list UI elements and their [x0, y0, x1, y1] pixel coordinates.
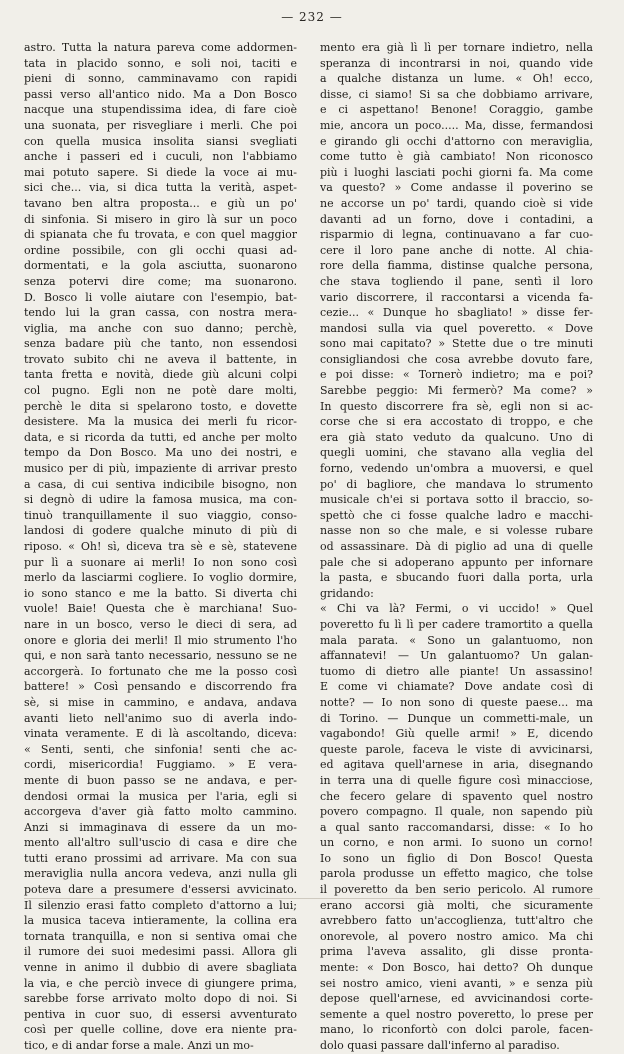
- text-line: a qual santo raccomandarsi, disse: « Io ho: [320, 820, 593, 834]
- text-line: si degnò di udire la famosa musica, ma con-: [24, 493, 297, 507]
- text-line: un corno, e non armi. Io suono un corno!: [320, 836, 593, 850]
- text-line: pieni di sonno, camminavamo con rapidi: [24, 72, 297, 86]
- text-line: mento era già lì lì per tornare indietro, nella: [320, 41, 593, 54]
- text-line: di spianata che fu trovata, e con quel maggior: [24, 228, 297, 242]
- text-line: astro. Tutta la natura pareva come addormen-: [24, 41, 297, 54]
- text-line: pur lì a suonare ai merli! Io non sono così: [24, 555, 297, 569]
- text-line: io sono stanco e me la batto. Si diverta chi: [24, 586, 297, 600]
- text-line: tornata tranquilla, e non si sentiva omai che: [24, 929, 297, 943]
- text-line: musicale ch'ei si portava sotto il braccio, so-: [320, 493, 593, 507]
- text-line: consigliandosi che cosa avrebbe dovuto fare,: [320, 352, 593, 366]
- text-line: mai potuto sapere. Si diede la voce ai mu-: [24, 165, 297, 179]
- text-line: sè, si mise in cammino, e andava, andava: [24, 695, 297, 709]
- text-line: ordine possibile, con gli occhi quasi ad-: [24, 243, 297, 257]
- text-line: prima l'aveva assalito, gli disse pronta-: [320, 945, 593, 959]
- text-line: ed agitava quell'arnese in aria, disegnando: [320, 758, 593, 772]
- text-line: cezie... « Dunque ho sbagliato! » disse fer-: [320, 306, 593, 320]
- left-column: [24, 40, 297, 1054]
- text-line: spettò che ci fosse qualche ladro e macchi-: [320, 508, 593, 522]
- text-line: forno, vedendo un'ombra a muoversi, e quel: [320, 462, 593, 476]
- text-line: più i luoghi lasciati pochi giorni fa. Ma come: [320, 165, 593, 179]
- text-line: anche i passeri ed i cuculi, non l'abbiamo: [24, 150, 297, 164]
- text-line: depose quell'arnese, ed avvicinandosi corte-: [320, 992, 593, 1006]
- text-line: e poi disse: « Tornerò indietro; ma e poi?: [320, 368, 593, 382]
- text-line: notte? — Io non sono di queste paese... ma: [320, 695, 593, 709]
- text-line: od assassinare. Dà di piglio ad una di quelle: [320, 540, 593, 553]
- text-line: perchè le dita si spelarono tosto, e dovette: [24, 399, 297, 413]
- text-line: riposo. « Oh! sì, diceva tra sè e sè, statevene: [24, 540, 297, 553]
- text-line: tanta fretta e novità, diede giù alcuni colpi: [24, 368, 297, 382]
- text-line: onorevole, al povero nostro amico. Ma chi: [320, 929, 593, 943]
- text-line: dormentati, e la gola asciutta, suonarono: [24, 259, 297, 273]
- text-line: rore della fiamma, distinse qualche persona,: [320, 259, 593, 273]
- text-line: pale che si adoperano appunto per infornare: [320, 555, 593, 569]
- text-line: tico, e di andar forse a male. Anzi un mo-: [24, 1039, 254, 1052]
- text-line: come tutto è già cambiato! Non riconosco: [320, 150, 593, 164]
- text-line: era già stato veduto da qualcuno. Uno di: [320, 430, 593, 444]
- text-line: musico per di più, impaziente di arrivar presto: [24, 462, 297, 476]
- text-line: venne in animo il dubbio di avere sbagliata: [24, 961, 297, 975]
- text-line: semente a quel nostro poveretto, lo prese per: [320, 1007, 593, 1021]
- text-line: merlo da lasciarmi cogliere. Io voglio dormire,: [24, 571, 297, 585]
- text-line: In questo discorrere fra sè, egli non si ac-: [320, 399, 593, 413]
- text-line: vuole! Baie! Questa che è marchiana! Suo-: [24, 602, 297, 616]
- text-line: sei nostro amico, vieni avanti, » e senza più: [320, 976, 593, 990]
- text-line: con quella musica insolita siansi svegliati: [24, 134, 297, 148]
- text-line: landosi di godere qualche minuto di più di: [24, 524, 297, 538]
- text-line: avrebbero fatto un'accoglienza, tutt'altro che: [320, 914, 593, 928]
- text-line: gridando:: [320, 586, 374, 600]
- text-line: tutti erano prossimi ad arrivare. Ma con sua: [24, 851, 297, 865]
- text-line: vario discorrere, il raccontarsi a vicenda fa-: [320, 290, 593, 304]
- text-line: tempo da Don Bosco. Ma uno dei nostri, e: [24, 446, 297, 460]
- text-line: viglia, ma anche con suo danno; perchè,: [24, 321, 297, 335]
- text-line: la musica taceva intieramente, la collina era: [24, 914, 297, 928]
- text-line: la pasta, e sbucando fuori dalla porta, urla: [320, 571, 593, 585]
- text-line: mandosi sulla via quel poveretto. « Dove: [320, 321, 593, 335]
- text-line: avanti lieto nell'animo suo di averla indo-: [24, 711, 297, 725]
- text-line: a qualche distanza un lume. « Oh! ecco,: [320, 72, 593, 86]
- text-line: cordi, misericordia! Fuggiamo. » E vera-: [24, 758, 297, 772]
- text-line: in terra una di quelle figure così minacciose,: [320, 773, 593, 787]
- text-line: Il silenzio erasi fatto completo d'attorno a lui;: [24, 898, 297, 912]
- text-line: e ci aspettano! Benone! Coraggio, gambe: [320, 103, 593, 117]
- text-line: accorgerà. Io fortunato che me la posso così: [24, 664, 297, 678]
- text-line: vagabondo! Giù quelle armi! » E, dicendo: [320, 727, 593, 741]
- text-line: così per quelle colline, dove era niente pra-: [24, 1023, 297, 1037]
- text-line: tuomo di dietro alle piante! Un assassino!: [320, 664, 593, 678]
- text-line: passi verso all'antico nido. Ma a Don Bosco: [24, 87, 297, 101]
- text-line: sarebbe forse arrivato molto dopo di noi. Si: [24, 992, 297, 1006]
- text-line: Sarebbe peggio: Mi fermerò? Ma come? »: [320, 384, 593, 398]
- text-line: a casa, di cui sentiva indicibile bisogno, non: [24, 477, 297, 491]
- page-number: — 232 —: [281, 10, 343, 24]
- text-line: e girando gli occhi d'attorno con meraviglia,: [320, 134, 593, 148]
- text-line: onore e gloria dei merli! Il mio strumento l'ho: [24, 633, 297, 647]
- text-line: mano, lo riconfortò con dolci parole, facen-: [320, 1023, 593, 1037]
- text-line: Io sono un figlio di Don Bosco! Questa: [320, 851, 593, 865]
- text-line: speranza di incontrarsi in noi, quando vide: [320, 56, 593, 70]
- text-line: mie, ancora un poco..... Ma, disse, fermandosi: [320, 118, 593, 132]
- text-line: mento all'altro sull'uscio di casa e dire che: [24, 836, 297, 850]
- text-line: « Senti, senti, che sinfonia! senti che ac-: [24, 742, 297, 756]
- text-line: vinata veramente. E di là ascoltando, diceva:: [24, 727, 297, 741]
- text-line: sici che... via, si dica tutta la verità, aspet-: [24, 181, 297, 195]
- text-line: una suonata, per risvegliare i merli. Che poi: [24, 118, 297, 132]
- text-line: ne accorse un po' tardi, quando cioè si vide: [320, 196, 593, 210]
- text-line: il rumore dei suoi medesimi passi. Allora gli: [24, 945, 297, 959]
- text-line: po' di bagliore, che mandava lo strumento: [320, 477, 593, 491]
- text-line: Anzi si immaginava di essere da un mo-: [24, 820, 297, 834]
- text-line: parola produsse un effetto magico, che tolse: [320, 867, 593, 881]
- text-line: « Chi va là? Fermi, o vi uccido! » Quel: [320, 602, 593, 616]
- text-line: di sinfonia. Si misero in giro là sur un poco: [24, 212, 297, 226]
- text-line: sono mai capitato? » Stette due o tre minuti: [320, 337, 593, 351]
- text-line: nare in un bosco, verso le dieci di sera, ad: [24, 617, 297, 631]
- text-line: tavano ben altra proposta... e giù un po': [24, 196, 297, 210]
- text-line: D. Bosco li volle aiutare con l'esempio, bat-: [24, 290, 297, 304]
- text-line: dolo quasi passare dall'inferno al paradiso.: [320, 1039, 560, 1052]
- text-line: disse, ci siamo! Si sa che dobbiamo arrivare,: [320, 87, 593, 101]
- text-line: la via, e che perciò invece di giungere prima,: [24, 976, 297, 990]
- text-line: mala parata. « Sono un galantuomo, non: [320, 633, 593, 647]
- text-line: risparmio di legna, continuavano a far cuo-: [320, 228, 593, 242]
- text-line: va questo? » Come andasse il poverino se: [320, 181, 593, 195]
- text-line: desistere. Ma la musica dei merli fu ricor-: [24, 415, 297, 429]
- text-line: accorgeva d'aver già fatto molto cammino.: [24, 805, 297, 819]
- text-line: senza badare più che tanto, non essendosi: [24, 337, 297, 351]
- text-line: erano accorsi già molti, che sicuramente: [320, 898, 593, 912]
- text-line: meraviglia nulla ancora vedeva, anzi nulla gli: [24, 867, 297, 881]
- text-line: povero compagno. Il quale, non sapendo più: [320, 805, 593, 819]
- text-line: tinuò tranquillamente il suo viaggio, conso-: [24, 508, 297, 522]
- text-line: dendosi ormai la musica per l'aria, egli si: [24, 789, 297, 803]
- text-line: nacque una stupendissima idea, di fare cioè: [24, 103, 297, 117]
- text-line: quegli uomini, che stavano alla veglia del: [320, 446, 593, 460]
- text-line: mente: « Don Bosco, hai detto? Oh dunque: [320, 961, 593, 975]
- text-line: mente di buon passo se ne andava, e per-: [24, 773, 297, 787]
- text-line: tendo lui la gran cassa, con nostra mera-: [24, 306, 297, 320]
- text-line: nasse non so che male, e si volesse rubare: [320, 524, 593, 538]
- text-line: pentiva in cuor suo, di essersi avventurato: [24, 1007, 297, 1021]
- text-line: che stava togliendo il pane, sentì il loro: [320, 274, 593, 288]
- text-line: di Torino. — Dunque un commetti-male, un: [320, 711, 593, 725]
- text-line: affannatevi! — Un galantuomo? Un galan-: [320, 649, 593, 663]
- text-line: E come vi chiamate? Dove andate così di: [320, 680, 593, 694]
- right-column: [320, 40, 593, 1054]
- text-line: cere il loro pane anche di notte. Al chia-: [320, 243, 593, 257]
- text-line: tata in placido sonno, e soli noi, taciti e: [24, 56, 297, 70]
- text-line: senza potervi dire come; ma suonarono.: [24, 274, 297, 288]
- bottom-rule: [24, 898, 600, 899]
- text-line: poteva dare a presumere d'essersi avvicinato.: [24, 883, 297, 897]
- text-line: battere! » Così pensando e discorrendo fra: [24, 680, 297, 694]
- text-line: il poveretto da ben serio pericolo. Al rumore: [320, 883, 593, 897]
- text-line: data, e si ricorda da tutti, ed anche per molto: [24, 430, 297, 444]
- text-line: col pugno. Egli non ne potè dare molti,: [24, 384, 297, 398]
- text-line: davanti ad un forno, dove i contadini, a: [320, 212, 593, 226]
- text-line: che fecero gelare di spavento quel nostro: [320, 789, 593, 803]
- text-line: poveretto fu lì lì per cadere tramortito a quella: [320, 617, 593, 631]
- text-line: corse che si era accostato di troppo, e che: [320, 415, 593, 429]
- text-line: qui, e non sarà tanto necessario, nessuno se ne: [24, 649, 297, 663]
- text-line: trovato subito chi ne aveva il battente, in: [24, 352, 297, 366]
- text-line: queste parole, faceva le viste di avvicinarsi,: [320, 742, 593, 756]
